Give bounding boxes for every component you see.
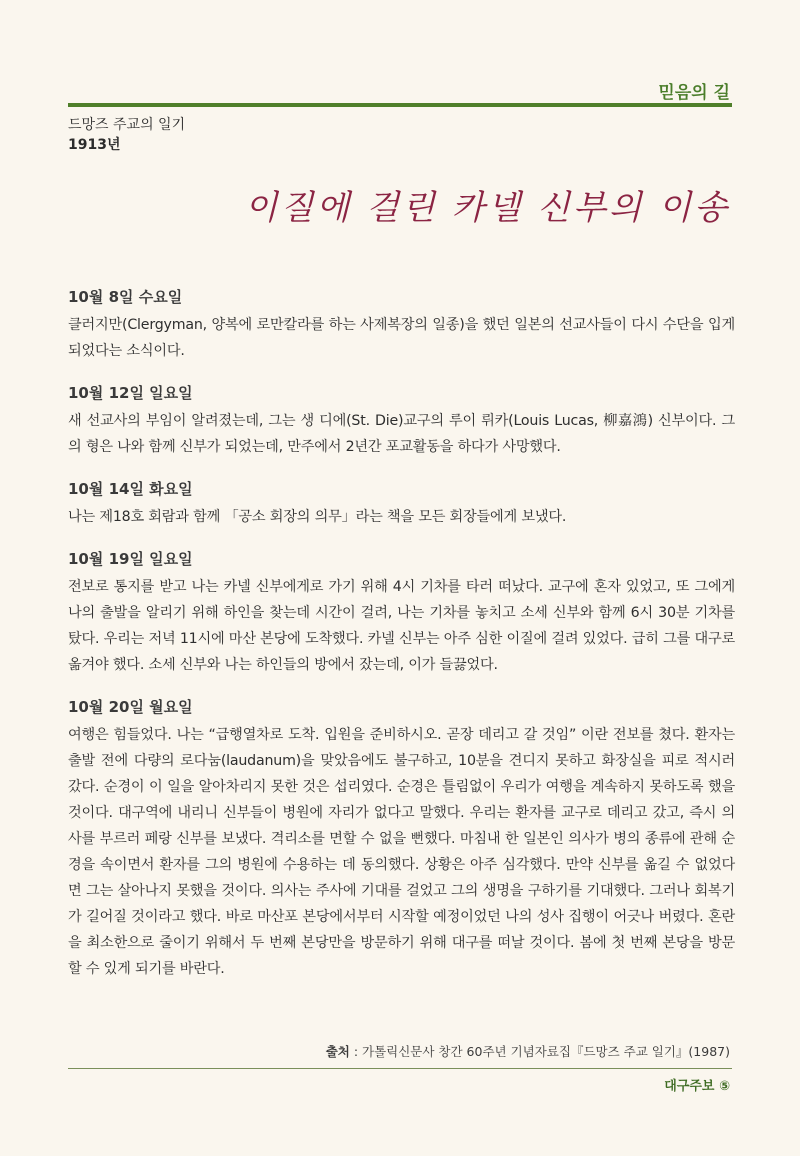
- diary-entry: [68, 286, 735, 364]
- source-citation: [326, 1042, 730, 1060]
- article-title: 이질에 걸린 카넬 신부의 이송: [244, 188, 730, 228]
- entry-date: 10월 12일 일요일: [68, 384, 193, 402]
- entry-text: 전보로 통지를 받고 나는 카넬 신부에게로 가기 위해 4시 기차를 타러 떠났다. 교구에 혼자 있었고, 또 그에게 나의 출발을 알리기 위해 하인을 찾는데 시간이 걸려, 나는 기차를 놓치고 소세 신부와 함께 6시 30분 기차를 탔다. 우리는 저녁 11시에 마산 본당에 도착했다. 카넬 신부는 아주 심한 이질에 걸려 있었다. 급히 그를 대구로 옮겨야 했다. 소세 신부와 나는 하인들의 방에서 잤는데, 이가 들끓었다.: [68, 579, 735, 673]
- entry-text: 클러지만(Clergyman, 양복에 로만칼라를 하는 사제복장의 일종)을 했던 일본의 선교사들이 다시 수단을 입게 되었다는 소식이다.: [68, 317, 735, 359]
- year-label: 1913년: [68, 137, 121, 153]
- entry-date: 10월 14일 화요일: [68, 480, 193, 498]
- diary-entry: [68, 478, 735, 530]
- top-divider: [68, 103, 732, 107]
- diary-entries: [68, 286, 735, 1000]
- page-number: ⑤: [718, 1079, 730, 1094]
- entry-text: 새 선교사의 부임이 알려졌는데, 그는 생 디에(St. Die)교구의 루이 뤼카(Louis Lucas, 柳嘉鴻) 신부이다. 그의 형은 나와 함께 신부가 되었는데, 만주에서 2년간 포교활동을 하다가 사망했다.: [68, 413, 735, 455]
- source-text: : 가톨릭신문사 창간 60주년 기념자료집『드망즈 주교 일기』(1987): [349, 1044, 730, 1059]
- entry-date: 10월 19일 일요일: [68, 550, 193, 568]
- source-label: 출처: [325, 1044, 350, 1059]
- publication-name: 대구주보: [664, 1079, 715, 1094]
- diary-entry: [68, 548, 735, 678]
- entry-date: 10월 20일 월요일: [68, 698, 193, 716]
- entry-date: 10월 8일 수요일: [68, 288, 183, 306]
- page-footer: [664, 1075, 730, 1094]
- bottom-divider: [68, 1068, 732, 1069]
- diary-entry: [68, 382, 735, 460]
- diary-entry: [68, 696, 735, 982]
- entry-text: 여행은 힘들었다. 나는 “급행열차로 도착. 입원을 준비하시오. 곧장 데리고 갈 것임” 이란 전보를 쳤다. 환자는 출발 전에 다량의 로다눔(laudanum)을 맞았음에도 불구하고, 10분을 견디지 못하고 화장실을 피로 적시러 갔다. 순경이 이 일을 알아차리지 못한 것은 섭리였다. 순경은 틀림없이 우리가 여행을 계속하지 못하도록 했을 것이다. 대구역에 내리니 신부들이 병원에 자리가 없다고 말했다. 우리는 환자를 교구로 데리고 갔고, 즉시 의사를 부르러 페랑 신부를 보냈다. 격리소를 면할 수 없을 뻔했다. 마침내 한 일본인 의사가 병의 종류에 관해 순경을 속이면서 환자를 그의 병원에 수용하는 데 동의했다. 상황은 아주 심각했다. 만약 신부를 옮길 수 없었다면 그는 살아나지 못했을 것이다. 의사는 주사에 기대를 걸었고 그의 생명을 구하기를 기대했다. 그러나 회복기가 길어질 것이라고 했다. 바로 마산포 본당에서부터 시작할 예정이었던 나의 성사 집행이 어긋나 버렸다. 혼란을 최소한으로 줄이기 위해서 두 번째 본당만을 방문하기 위해 대구를 떠날 것이다. 봄에 첫 번째 본당을 방문할 수 있게 되기를 바란다.: [68, 727, 735, 977]
- series-title: 드망즈 주교의 일기: [68, 117, 186, 133]
- section-tag: 믿음의 길: [658, 83, 730, 103]
- entry-text: 나는 제18호 회람과 함께 「공소 회장의 의무」라는 책을 모든 회장들에게 보냈다.: [68, 509, 567, 525]
